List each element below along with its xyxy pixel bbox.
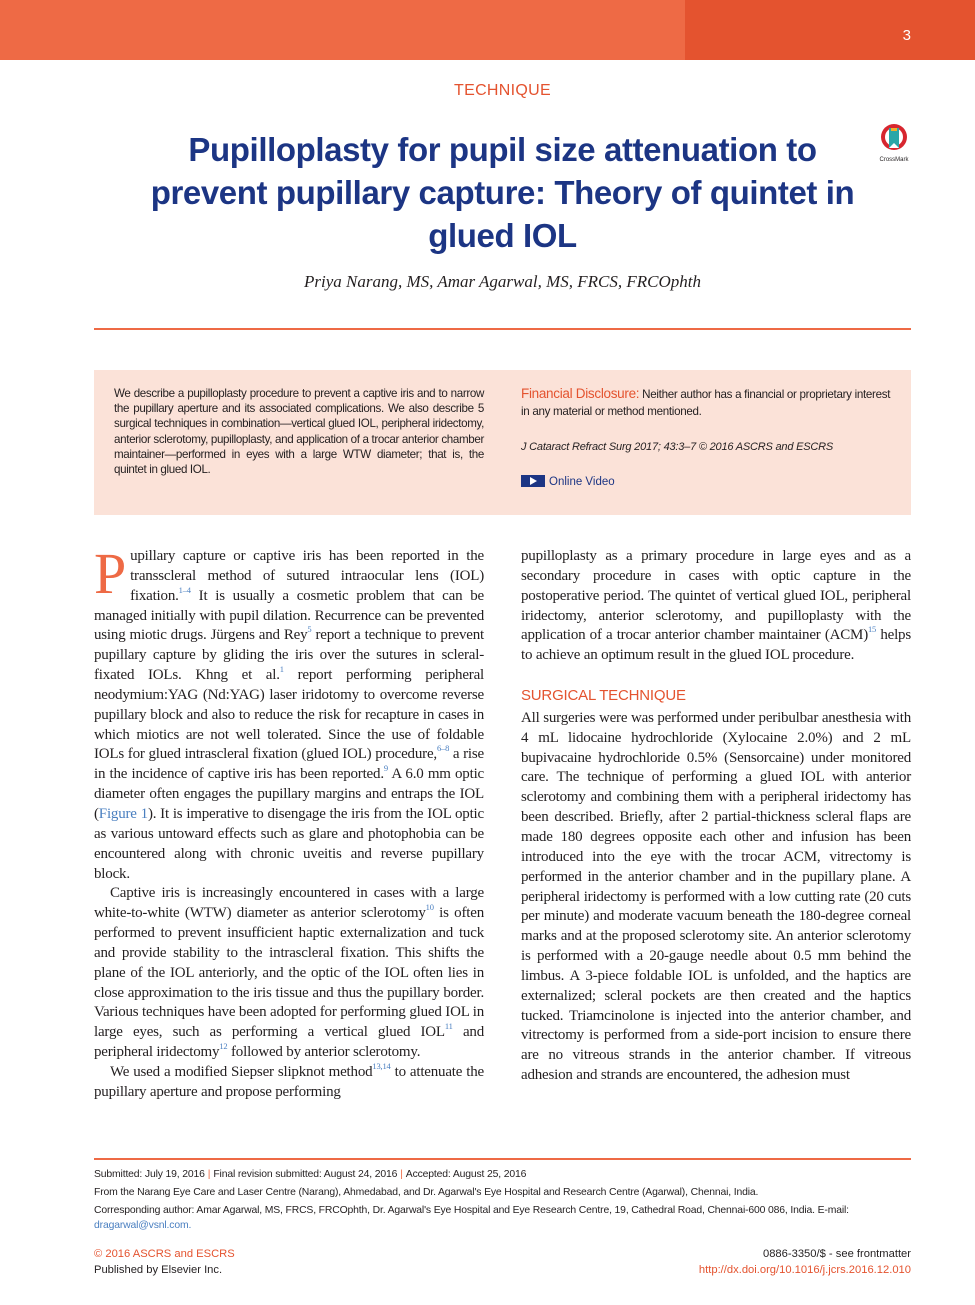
dates-line (94, 1166, 911, 1184)
header-band-right (685, 0, 975, 60)
body-paragraph-2 (94, 884, 484, 1063)
crossmark-label: CrossMark (879, 157, 909, 163)
correspondence-text: Corresponding author: Amar Agarwal, MS, FRCS, FRCOphth, Dr. Agarwal's Eye Hospital and Eye Research Centre, 19, Cathedral Road, Chennai-600 086, India. E-mail: (94, 1205, 849, 1216)
text-run: ). It is imperative to disengage the iris from the IOL optic as various untoward effects such as glare and photophobia can be encountered along with chronic uveitis and reverse pupillary block. (94, 805, 484, 882)
text-run: a rise in the incidence of captive iris has been reported. (94, 746, 484, 783)
text-run: upillary capture or captive iris has been reported in the transscleral method of sutured intraocular lens (IOL) fixation. (130, 548, 484, 604)
drop-cap: P (94, 541, 127, 606)
financial-disclosure (521, 386, 893, 421)
publisher: Published by Elsevier Inc. (94, 1263, 223, 1276)
footnotes (94, 1166, 911, 1233)
body-column-left (94, 541, 485, 1103)
financial-disclosure-text: Neither author has a financial or proprietary interest in any material or method mentioned. (521, 388, 891, 418)
accepted-date: Accepted: August 25, 2016 (405, 1169, 527, 1180)
body-paragraph-3 (94, 1060, 484, 1103)
authors: Priya Narang, MS, Amar Agarwal, MS, FRCS, FRCOphth (304, 272, 701, 291)
text-run: report a technique to prevent pupillary capture by gliding the iris over the sutures in scleral-fixated IOLs. Khng et al. (94, 627, 484, 684)
reference-link[interactable]: 1–4 (178, 584, 191, 595)
correspondence (94, 1203, 911, 1233)
reference-link[interactable]: 1 (279, 664, 284, 675)
reference-link[interactable]: 9 (383, 763, 388, 774)
reference-link[interactable]: 15 (867, 624, 877, 635)
crossmark-tab (891, 128, 897, 131)
email-link[interactable]: dragarwal@vsnl.com. (94, 1220, 192, 1231)
revision-date: Final revision submitted: August 24, 2016 (213, 1169, 398, 1180)
text-run: It is usually a cosmetic problem that can be managed initially with pupil dilation. Recurrence can be prevented using miotic drugs. Jürgens and Rey (94, 587, 484, 644)
text-run: report performing peripheral neodymium:YAG (Nd:YAG) laser iridotomy to overcome reverse pupillary block and also to reduce the risk for recapture in cases in which miotics are not well tolerated. Since the use of foldable IOLs for glued intrascleral fixation (glued IOL) procedure, (94, 667, 484, 763)
figure-1-link[interactable]: Figure 1 (98, 805, 148, 822)
divider-top (94, 328, 911, 330)
affiliation: From the Narang Eye Care and Laser Centre (Narang), Ahmedabad, and Dr. Agarwal's Eye Hospital and Research Centre (Agarwal), Chennai, India. (94, 1187, 759, 1198)
journal-citation: J Cataract Refract Surg 2017; 43:3–7 © 2016 ASCRS and ESCRS (521, 441, 834, 453)
text-run: A 6.0 mm optic diameter often engages the pupillary margins and entraps the IOL ( (94, 766, 484, 822)
text-run: and peripheral iridectomy (94, 1024, 485, 1061)
body-column-right (521, 547, 911, 1086)
text-run: to attenuate the pupillary aperture and propose performing (94, 1063, 484, 1100)
text-run: We used a modified Siepser slipknot method (110, 1063, 373, 1080)
doi-link[interactable]: http://dx.doi.org/10.1016/j.jcrs.2016.12.010 (698, 1263, 911, 1276)
body-paragraph-1 (94, 541, 484, 884)
text-run: is often performed to prevent insufficient haptic externalization and tuck and provide stability to the intrascleral fixation. This shifts the plane of the IOL anteriorly, and the optic of the IOL often lies in close approximation to the iris tissue and thus the pupillary border. Various techniques have been adopted for performing glued IOL in large eyes, such as performing a vertical glued IOL (94, 905, 484, 1041)
text-run: helps to achieve an optimum result in the glued IOL procedure. (521, 627, 911, 664)
reference-link[interactable]: 13,14 (372, 1060, 391, 1071)
text-run: followed by anterior sclerotomy. (227, 1044, 421, 1061)
reference-link[interactable]: 6–8 (436, 743, 450, 754)
divider-bottom (94, 1158, 911, 1160)
issn: 0886-3350/$ - see frontmatter (762, 1248, 911, 1260)
reference-link[interactable]: 5 (307, 624, 312, 635)
separator: | (400, 1169, 403, 1180)
reference-link[interactable]: 12 (219, 1041, 228, 1052)
section-heading-surgical-technique: SURGICAL TECHNIQUE (521, 687, 686, 705)
text-run: pupilloplasty as a primary procedure in large eyes and as a secondary procedure in cases with optic capture in the postoperative period. The quintet of vertical glued IOL, peripheral iridectomy, anterior sclerotomy, and pupilloplasty with the application of a trocar anterior chamber maintainer (ACM) (521, 548, 911, 644)
financial-disclosure-label: Financial Disclosure: (521, 386, 640, 401)
body-paragraph-5: All surgeries were was performed under peribulbar anesthesia with 4 mL lidocaine hydrochloride (Xylocaine 2.0%) and 2 mL bupivacaine hydrochloride 0.5% (Sensorcaine) under monitored care. The technique of performing a glued IOL with anterior sclerotomy and combining them with a peripheral iridectomy has been described. Briefly, after 2 partial-thickness scleral flaps are made 180 degrees opposite each other and infusion has been introduced into the eye with the trocar ACM, vitrectomy is performed in the anterior chamber and in the pupillary plane. A peripheral iridectomy is performed with a low cutting rate (20 cuts per minute) and moderate vacuum beneath the 180-degree corneal marks and at the proposed sclerotomy site. An anterior sclerotomy is performed with a 20-gauge needle about 0.5 mm behind the limbus. A 3-piece foldable IOL is unfolded, and the haptics are externalized; scleral pockets are then created and the haptics tucked. Triamcinolone is injected into the anterior chamber, and vitrectomy is performed from a side-port incision to ensure there are no vitreous strands in the anterior chamber. If vitreous adhesion and strands are encountered, the adhesion must (521, 709, 911, 1084)
issn-block (699, 1247, 911, 1278)
abstract-text: We describe a pupilloplasty procedure to prevent a captive iris and to narrow the pupillary aperture and its associated complications. We also describe 5 surgical techniques in combination—vertical glued IOL, peripheral iridectomy, anterior sclerotomy, pupilloplasty, and application of a trocar anterior chamber maintainer—performed in eyes with a large WTW diameter; that is, the quintet in glued IOL. (114, 387, 484, 477)
online-video-label[interactable]: Online Video (549, 476, 615, 488)
body-paragraph-4 (521, 547, 911, 666)
separator: | (207, 1169, 211, 1180)
play-video-icon[interactable] (521, 475, 545, 487)
submitted-date: Submitted: July 19, 2016 (94, 1169, 205, 1180)
reference-link[interactable]: 10 (425, 902, 434, 913)
text-run: Captive iris is increasingly encountered in cases with a large white-to-white (WTW) diameter as anterior sclerotomy (94, 885, 484, 922)
reference-link[interactable]: 11 (444, 1021, 453, 1032)
article-title: Pupilloplasty for pupil size attenuation to prevent pupillary capture: Theory of quintet in glued IOL (150, 131, 855, 254)
copyright-block (94, 1247, 235, 1278)
copyright: © 2016 ASCRS and ESCRS (94, 1248, 235, 1260)
crossmark-logo[interactable] (872, 122, 916, 164)
page-number: 3 (902, 27, 911, 44)
section-label: TECHNIQUE (454, 82, 551, 99)
online-video-link[interactable] (521, 475, 615, 488)
